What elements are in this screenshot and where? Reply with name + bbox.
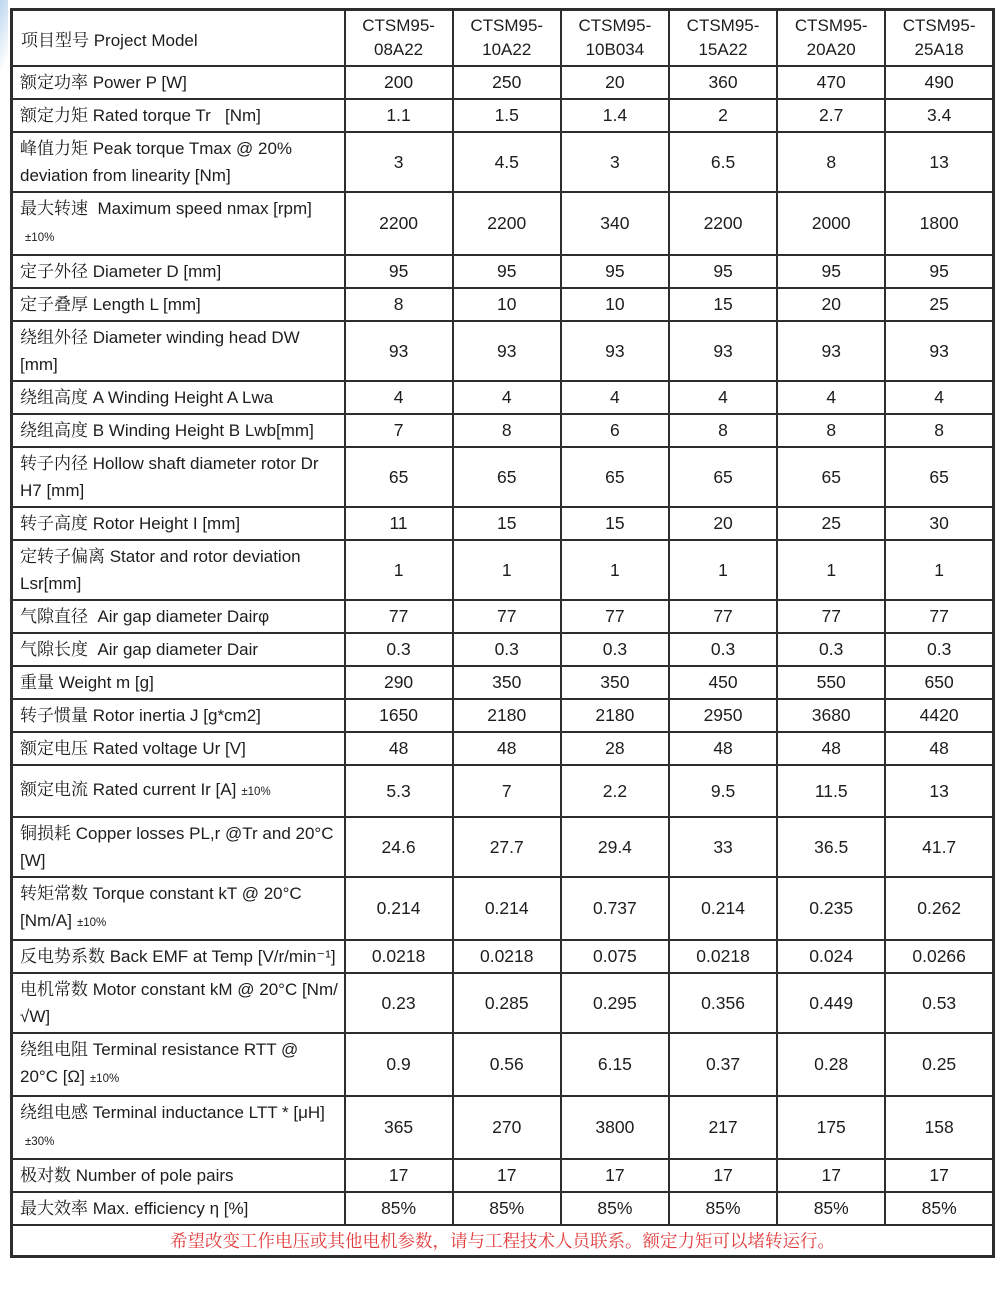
spec-value: 2180 (561, 699, 669, 732)
row-label (12, 192, 345, 255)
spec-value: 65 (777, 447, 885, 507)
spec-value: 650 (885, 666, 993, 699)
spec-value: 0.9 (345, 1033, 453, 1096)
spec-value: 17 (885, 1159, 993, 1192)
row-label-text: 定转子偏离 Stator and rotor deviation Lsr[mm] (20, 547, 306, 593)
row-label-text: 绕组高度 B Winding Height B Lwb[mm] (20, 421, 314, 440)
row-label (12, 940, 345, 973)
spec-value: 20 (777, 288, 885, 321)
row-label (12, 99, 345, 132)
row-label (12, 633, 345, 666)
motor-spec-table (10, 8, 995, 1258)
row-label (12, 666, 345, 699)
spec-value: 1 (669, 540, 777, 600)
row-label (12, 447, 345, 507)
spec-value: 8 (885, 414, 993, 447)
table-row (12, 447, 994, 507)
spec-value: 93 (345, 321, 453, 381)
spec-value: 65 (561, 447, 669, 507)
row-label (12, 540, 345, 600)
row-label-text: 气隙直径 Air gap diameter Dairφ (20, 607, 270, 626)
table-row (12, 1192, 994, 1225)
spec-value: 8 (453, 414, 561, 447)
spec-value: 0.23 (345, 973, 453, 1033)
spec-value: 1 (345, 540, 453, 600)
spec-value: 2000 (777, 192, 885, 255)
model-header (885, 10, 993, 67)
table-row (12, 666, 994, 699)
spec-value: 4 (345, 381, 453, 414)
spec-value: 0.214 (345, 877, 453, 940)
model-header (345, 10, 453, 67)
row-label (12, 817, 345, 877)
spec-value: 93 (561, 321, 669, 381)
spec-value: 360 (669, 66, 777, 99)
spec-value: 0.737 (561, 877, 669, 940)
table-row (12, 765, 994, 817)
row-label-text: 最大效率 Max. efficiency η [%] (20, 1199, 249, 1218)
spec-value: 6 (561, 414, 669, 447)
spec-value: 1 (453, 540, 561, 600)
spec-value: 48 (669, 732, 777, 765)
row-label (12, 600, 345, 633)
spec-value: 0.262 (885, 877, 993, 940)
spec-value: 2.2 (561, 765, 669, 817)
spec-value: 6.15 (561, 1033, 669, 1096)
table-row (12, 540, 994, 600)
table-row (12, 132, 994, 192)
spec-value: 65 (453, 447, 561, 507)
spec-value: 27.7 (453, 817, 561, 877)
table-row (12, 633, 994, 666)
spec-value: 1.1 (345, 99, 453, 132)
spec-value: 4 (777, 381, 885, 414)
spec-value: 0.53 (885, 973, 993, 1033)
spec-value: 3 (561, 132, 669, 192)
spec-value: 93 (669, 321, 777, 381)
row-label-text: 定子叠厚 Length L [mm] (20, 295, 201, 314)
spec-value: 3.4 (885, 99, 993, 132)
table-row (12, 99, 994, 132)
spec-value: 550 (777, 666, 885, 699)
row-label-text: 极对数 Number of pole pairs (20, 1166, 234, 1185)
row-label-text: 额定电压 Rated voltage Ur [V] (20, 739, 246, 758)
table-row (12, 1033, 994, 1096)
spec-value: 0.295 (561, 973, 669, 1033)
spec-value: 85% (345, 1192, 453, 1225)
spec-value: 11.5 (777, 765, 885, 817)
table-row (12, 381, 994, 414)
spec-value: 95 (345, 255, 453, 288)
spec-value: 95 (777, 255, 885, 288)
spec-value: 0.28 (777, 1033, 885, 1096)
spec-value: 48 (345, 732, 453, 765)
table-row (12, 1096, 994, 1159)
spec-value: 6.5 (669, 132, 777, 192)
spec-value: 2950 (669, 699, 777, 732)
spec-value: 0.024 (777, 940, 885, 973)
table-row (12, 507, 994, 540)
row-label-text: 转子惯量 Rotor inertia J [g*cm2] (20, 706, 261, 725)
spec-value: 0.56 (453, 1033, 561, 1096)
spec-value: 200 (345, 66, 453, 99)
spec-value: 350 (453, 666, 561, 699)
spec-value: 2.7 (777, 99, 885, 132)
row-label (12, 66, 345, 99)
footer-note: 希望改变工作电压或其他电机参数，请与工程技术人员联系。额定力矩可以堵转运行。 (12, 1225, 994, 1257)
spec-value: 93 (885, 321, 993, 381)
spec-value: 8 (777, 414, 885, 447)
table-row (12, 321, 994, 381)
spec-value: 0.3 (561, 633, 669, 666)
row-label (12, 1192, 345, 1225)
row-label (12, 132, 345, 192)
spec-value: 95 (453, 255, 561, 288)
spec-value: 77 (885, 600, 993, 633)
spec-value: 2180 (453, 699, 561, 732)
row-label-text: 绕组电阻 Terminal resistance RTT @ 20°C [Ω] (20, 1040, 304, 1086)
spec-value: 7 (345, 414, 453, 447)
table-row (12, 414, 994, 447)
spec-value: 1 (885, 540, 993, 600)
footer-row (12, 1225, 994, 1257)
table-row (12, 699, 994, 732)
project-model-header: 项目型号 Project Model (12, 10, 345, 67)
spec-value: 10 (561, 288, 669, 321)
scan-artifact (0, 0, 8, 85)
row-label (12, 973, 345, 1033)
model-name-line2: 25A18 (914, 40, 964, 59)
model-name-line1: CTSM95- (578, 16, 652, 35)
spec-value: 0.285 (453, 973, 561, 1033)
spec-value: 470 (777, 66, 885, 99)
spec-value: 4 (669, 381, 777, 414)
spec-value: 3800 (561, 1096, 669, 1159)
spec-value: 85% (669, 1192, 777, 1225)
spec-value: 7 (453, 765, 561, 817)
tolerance-note: ±10% (76, 917, 107, 929)
row-label-text: 定子外径 Diameter D [mm] (20, 262, 222, 281)
row-label (12, 381, 345, 414)
spec-value: 15 (453, 507, 561, 540)
spec-value: 65 (669, 447, 777, 507)
table-row (12, 817, 994, 877)
tolerance-note: ±30% (25, 1136, 55, 1148)
row-label (12, 765, 345, 817)
spec-value: 0.3 (345, 633, 453, 666)
table-row (12, 877, 994, 940)
spec-value: 1.4 (561, 99, 669, 132)
spec-value: 0.3 (453, 633, 561, 666)
spec-value: 13 (885, 132, 993, 192)
spec-value: 41.7 (885, 817, 993, 877)
spec-value: 95 (561, 255, 669, 288)
spec-value: 0.449 (777, 973, 885, 1033)
spec-value: 11 (345, 507, 453, 540)
spec-value: 175 (777, 1096, 885, 1159)
spec-value: 4 (561, 381, 669, 414)
model-name-line1: CTSM95- (362, 16, 435, 35)
spec-value: 1.5 (453, 99, 561, 132)
spec-value: 8 (669, 414, 777, 447)
spec-value: 0.214 (669, 877, 777, 940)
table-row (12, 732, 994, 765)
spec-value: 4420 (885, 699, 993, 732)
spec-value: 65 (885, 447, 993, 507)
row-label-text: 额定电流 Rated current Ir [A] (20, 780, 237, 799)
spec-value: 2 (669, 99, 777, 132)
row-label-text: 反电势系数 Back EMF at Temp [V/r/min⁻¹] (20, 947, 336, 966)
spec-value: 85% (885, 1192, 993, 1225)
spec-value: 95 (885, 255, 993, 288)
spec-value: 1 (561, 540, 669, 600)
spec-value: 48 (885, 732, 993, 765)
spec-value: 0.214 (453, 877, 561, 940)
tolerance-note: ±10% (241, 786, 271, 798)
spec-value: 15 (561, 507, 669, 540)
spec-value: 0.25 (885, 1033, 993, 1096)
row-label-text: 重量 Weight m [g] (20, 673, 154, 692)
spec-value: 4 (885, 381, 993, 414)
spec-value: 3 (345, 132, 453, 192)
row-label (12, 414, 345, 447)
spec-value: 65 (345, 447, 453, 507)
spec-value: 36.5 (777, 817, 885, 877)
row-label-text: 额定力矩 Rated torque Tr [Nm] (20, 106, 261, 125)
spec-value: 77 (777, 600, 885, 633)
spec-value: 85% (453, 1192, 561, 1225)
spec-value: 85% (561, 1192, 669, 1225)
spec-value: 158 (885, 1096, 993, 1159)
spec-value: 0.235 (777, 877, 885, 940)
table-row (12, 255, 994, 288)
spec-value: 24.6 (345, 817, 453, 877)
tolerance-note: ±10% (89, 1073, 120, 1085)
spec-value: 29.4 (561, 817, 669, 877)
table-row (12, 66, 994, 99)
spec-value: 28 (561, 732, 669, 765)
spec-value: 25 (777, 507, 885, 540)
table-row (12, 973, 994, 1033)
spec-value: 217 (669, 1096, 777, 1159)
spec-value: 1800 (885, 192, 993, 255)
model-name-line1: CTSM95- (902, 16, 976, 35)
row-label-text: 转子内径 Hollow shaft diameter rotor Dr H7 [mm] (20, 454, 324, 500)
spec-value: 17 (345, 1159, 453, 1192)
row-label (12, 1159, 345, 1192)
model-name-line2: 10B034 (585, 40, 645, 59)
spec-value: 33 (669, 817, 777, 877)
spec-value: 20 (561, 66, 669, 99)
spec-value: 95 (669, 255, 777, 288)
row-label (12, 288, 345, 321)
spec-value: 2200 (669, 192, 777, 255)
spec-value: 350 (561, 666, 669, 699)
table-row (12, 192, 994, 255)
spec-value: 0.075 (561, 940, 669, 973)
spec-value: 85% (777, 1192, 885, 1225)
spec-value: 0.3 (669, 633, 777, 666)
spec-value: 2200 (453, 192, 561, 255)
spec-value: 77 (453, 600, 561, 633)
spec-value: 0.3 (777, 633, 885, 666)
spec-value: 77 (561, 600, 669, 633)
row-label (12, 877, 345, 940)
spec-value: 0.0218 (453, 940, 561, 973)
spec-value: 17 (453, 1159, 561, 1192)
spec-value: 8 (345, 288, 453, 321)
spec-value: 0.0218 (345, 940, 453, 973)
row-label-text: 绕组外径 Diameter winding head DW [mm] (20, 328, 305, 374)
table-row (12, 288, 994, 321)
spec-value: 48 (777, 732, 885, 765)
row-label-text: 绕组电感 Terminal inductance LTT * [μH] (20, 1103, 325, 1122)
spec-value: 20 (669, 507, 777, 540)
row-label (12, 507, 345, 540)
spec-value: 30 (885, 507, 993, 540)
spec-value: 1650 (345, 699, 453, 732)
spec-value: 8 (777, 132, 885, 192)
spec-value: 13 (885, 765, 993, 817)
spec-value: 450 (669, 666, 777, 699)
row-label-text: 电机常数 Motor constant kM @ 20°C [Nm/ √W] (20, 980, 343, 1026)
spec-value: 365 (345, 1096, 453, 1159)
model-name-line2: 20A20 (806, 40, 856, 59)
spec-value: 0.356 (669, 973, 777, 1033)
model-name-line1: CTSM95- (470, 16, 544, 35)
spec-value: 25 (885, 288, 993, 321)
spec-value: 10 (453, 288, 561, 321)
spec-value: 15 (669, 288, 777, 321)
row-label-text: 转子高度 Rotor Height I [mm] (20, 514, 241, 533)
row-label (12, 1033, 345, 1096)
row-label-text: 最大转速 Maximum speed nmax [rpm] (20, 199, 312, 218)
table-row (12, 1159, 994, 1192)
spec-value: 77 (345, 600, 453, 633)
spec-value: 93 (453, 321, 561, 381)
spec-value: 4.5 (453, 132, 561, 192)
spec-value: 0.3 (885, 633, 993, 666)
spec-value: 250 (453, 66, 561, 99)
header-row (12, 10, 994, 67)
model-header (777, 10, 885, 67)
table-header (12, 10, 994, 67)
table-footer (12, 1225, 994, 1257)
row-label (12, 321, 345, 381)
spec-value: 290 (345, 666, 453, 699)
model-name-line2: 08A22 (373, 40, 424, 59)
spec-value: 490 (885, 66, 993, 99)
spec-value: 17 (669, 1159, 777, 1192)
model-name-line1: CTSM95- (794, 16, 868, 35)
spec-value: 340 (561, 192, 669, 255)
model-name-line2: 10A22 (482, 40, 532, 59)
row-label (12, 255, 345, 288)
row-label (12, 1096, 345, 1159)
spec-value: 17 (777, 1159, 885, 1192)
model-header (669, 10, 777, 67)
row-label-text: 绕组高度 A Winding Height A Lwa (20, 388, 274, 407)
row-label-text: 铜损耗 Copper losses PL,r @Tr and 20°C [W] (20, 824, 339, 870)
model-header (561, 10, 669, 67)
spec-value: 0.0218 (669, 940, 777, 973)
row-label-text: 额定功率 Power P [W] (20, 73, 187, 92)
spec-value: 9.5 (669, 765, 777, 817)
spec-value: 17 (561, 1159, 669, 1192)
spec-value: 3680 (777, 699, 885, 732)
row-label-text: 峰值力矩 Peak torque Tmax @ 20% deviation from linearity [Nm] (20, 139, 297, 185)
spec-value: 77 (669, 600, 777, 633)
table-row (12, 940, 994, 973)
spec-value: 0.37 (669, 1033, 777, 1096)
row-label-text: 气隙长度 Air gap diameter Dair (20, 640, 259, 659)
spec-value: 1 (777, 540, 885, 600)
model-name-line2: 15A22 (698, 40, 748, 59)
row-label (12, 699, 345, 732)
model-name-line1: CTSM95- (686, 16, 760, 35)
spec-value: 4 (453, 381, 561, 414)
row-label-text: 转矩常数 Torque constant kT @ 20°C [Nm/A] (20, 884, 307, 930)
spec-value: 5.3 (345, 765, 453, 817)
table-body (12, 66, 994, 1225)
spec-value: 270 (453, 1096, 561, 1159)
model-header (453, 10, 561, 67)
spec-value: 93 (777, 321, 885, 381)
spec-value: 2200 (345, 192, 453, 255)
table-row (12, 600, 994, 633)
row-label (12, 732, 345, 765)
spec-value: 48 (453, 732, 561, 765)
spec-value: 0.0266 (885, 940, 993, 973)
tolerance-note: ±10% (25, 232, 55, 244)
